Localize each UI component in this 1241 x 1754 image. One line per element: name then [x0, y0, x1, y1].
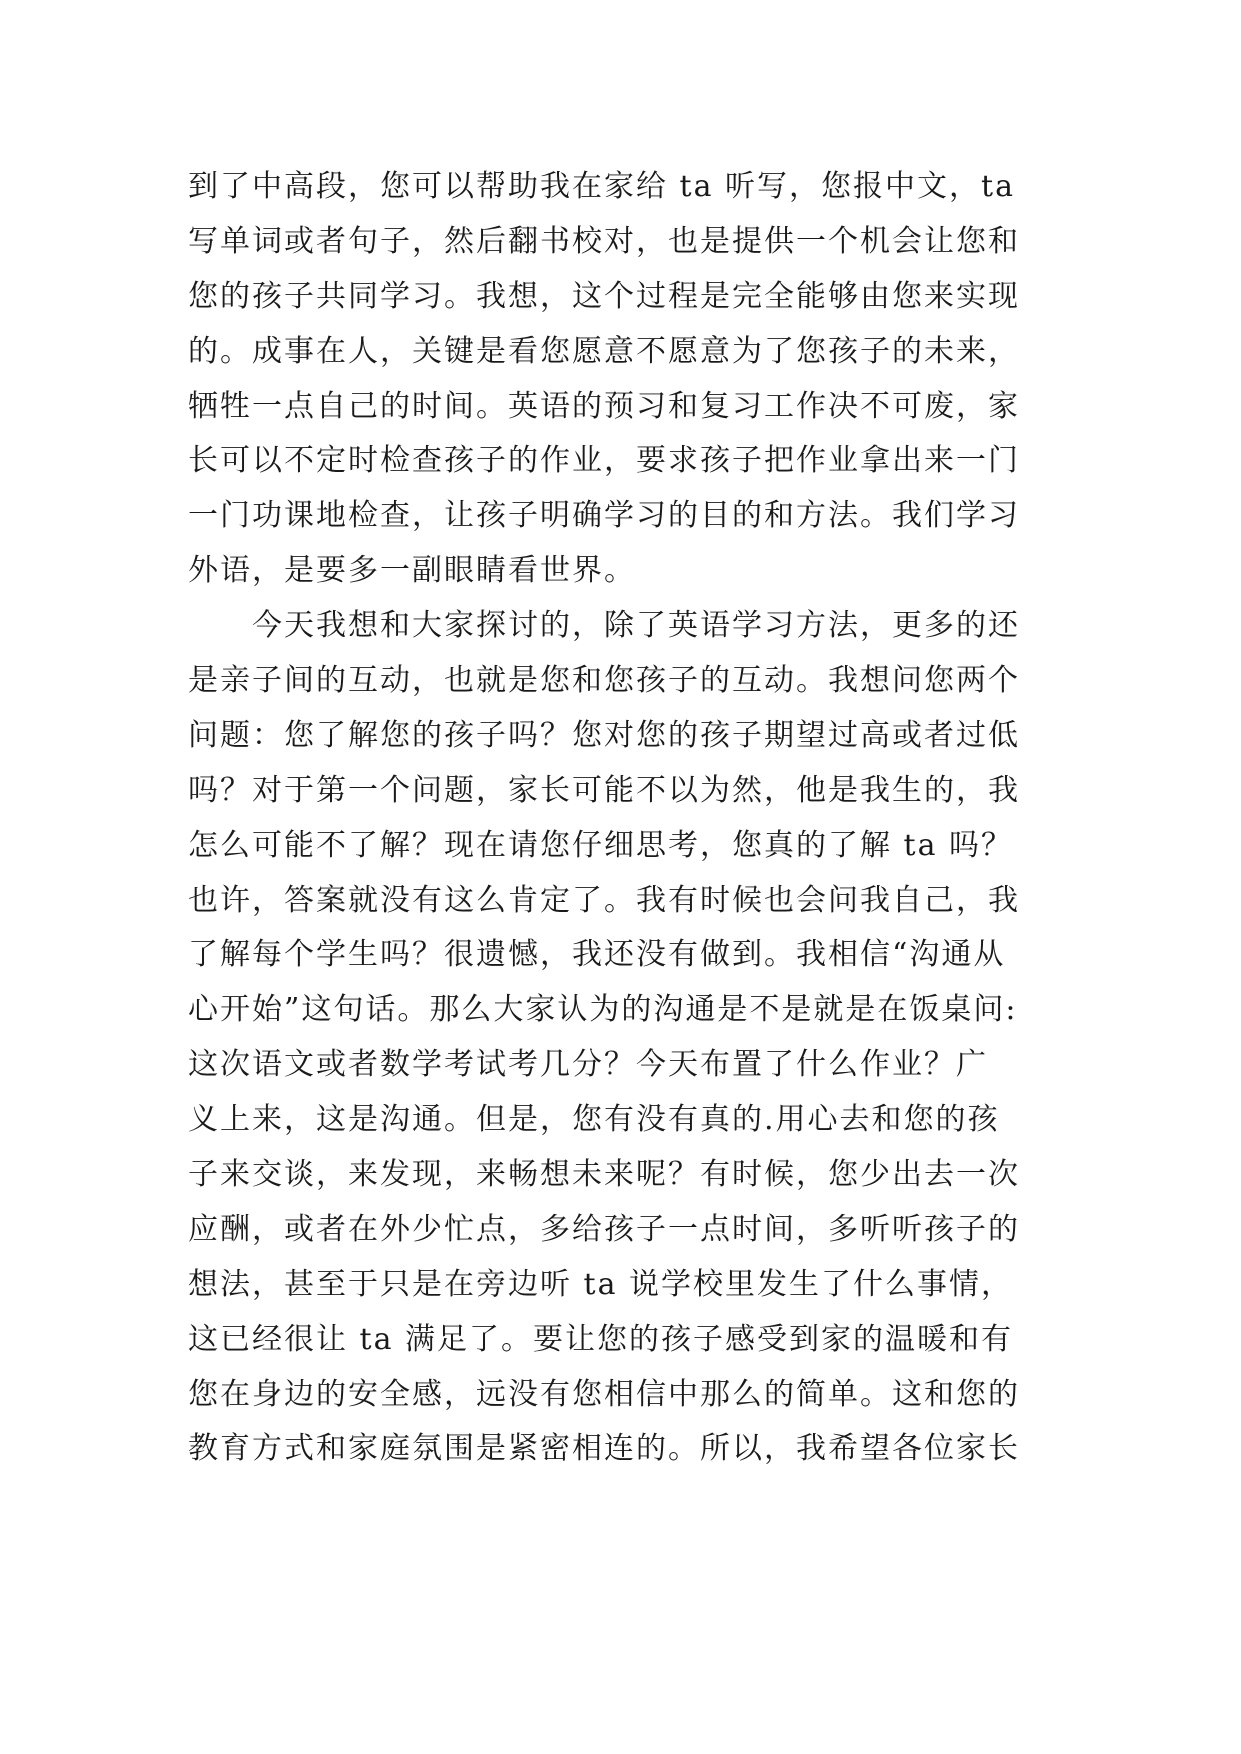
text-line: 这已经很让 ta 满足了。要让您的孩子感受到家的温暖和有: [188, 1321, 1014, 1357]
text-line: 这次语文或者数学考试考几分？今天布置了什么作业？广: [188, 1047, 988, 1083]
text-line: 义上来，这是沟通。但是，您有没有真的.用心去和您的孩: [188, 1102, 1000, 1138]
text-line: 是亲子间的互动，也就是您和您孩子的互动。我想问您两个: [188, 663, 1020, 699]
text-line: 怎么可能不了解？现在请您仔细思考，您真的了解 ta 吗？: [188, 827, 1014, 863]
text-line: 吗？对于第一个问题，家长可能不以为然，他是我生的，我: [188, 772, 1020, 808]
text-line: 的。成事在人，关键是看您愿意不愿意为了您孩子的未来，: [188, 333, 1020, 369]
paragraph-1: [188, 160, 1068, 599]
text-line: 了解每个学生吗？很遗憾，我还没有做到。我相信“沟通从: [188, 937, 1006, 973]
text-line: 也许，答案就没有这么肯定了。我有时候也会问我自己，我: [188, 882, 1020, 918]
text-line: 子来交谈，来发现，来畅想未来呢？有时候，您少出去一次: [188, 1157, 1020, 1193]
text-line: 心开始”这句话。那么大家认为的沟通是不是就是在饭桌问:: [188, 992, 1018, 1028]
text-line: 问题：您了解您的孩子吗？您对您的孩子期望过高或者过低: [188, 717, 1020, 753]
text-line: 您的孩子共同学习。我想，这个过程是完全能够由您来实现: [188, 278, 1020, 314]
text-line: 今天我想和大家探讨的，除了英语学习方法，更多的还: [252, 608, 1020, 644]
text-line: 写单词或者句子，然后翻书校对，也是提供一个机会让您和: [188, 223, 1020, 259]
text-line: 教育方式和家庭氛围是紧密相连的。所以，我希望各位家长: [188, 1431, 1020, 1467]
text-line: 牺牲一点自己的时间。英语的预习和复习工作决不可废，家: [188, 388, 1020, 424]
text-line: 外语，是要多一副眼睛看世界。: [188, 553, 636, 589]
text-line: 想法，甚至于只是在旁边听 ta 说学校里发生了什么事情，: [188, 1266, 1014, 1302]
text-line: 一门功课地检查，让孩子明确学习的目的和方法。我们学习: [188, 498, 1020, 534]
body-text: [188, 160, 1068, 1477]
text-line: 到了中高段，您可以帮助我在家给 ta 听写，您报中文，ta: [188, 169, 1015, 204]
paragraph-2: [188, 599, 1068, 1477]
text-line: 长可以不定时检查孩子的作业，要求孩子把作业拿出来一门: [188, 443, 1020, 479]
text-line: 您在身边的安全感，远没有您相信中那么的简单。这和您的: [188, 1376, 1020, 1412]
text-line: 应酬，或者在外少忙点，多给孩子一点时间，多听听孩子的: [188, 1211, 1020, 1247]
